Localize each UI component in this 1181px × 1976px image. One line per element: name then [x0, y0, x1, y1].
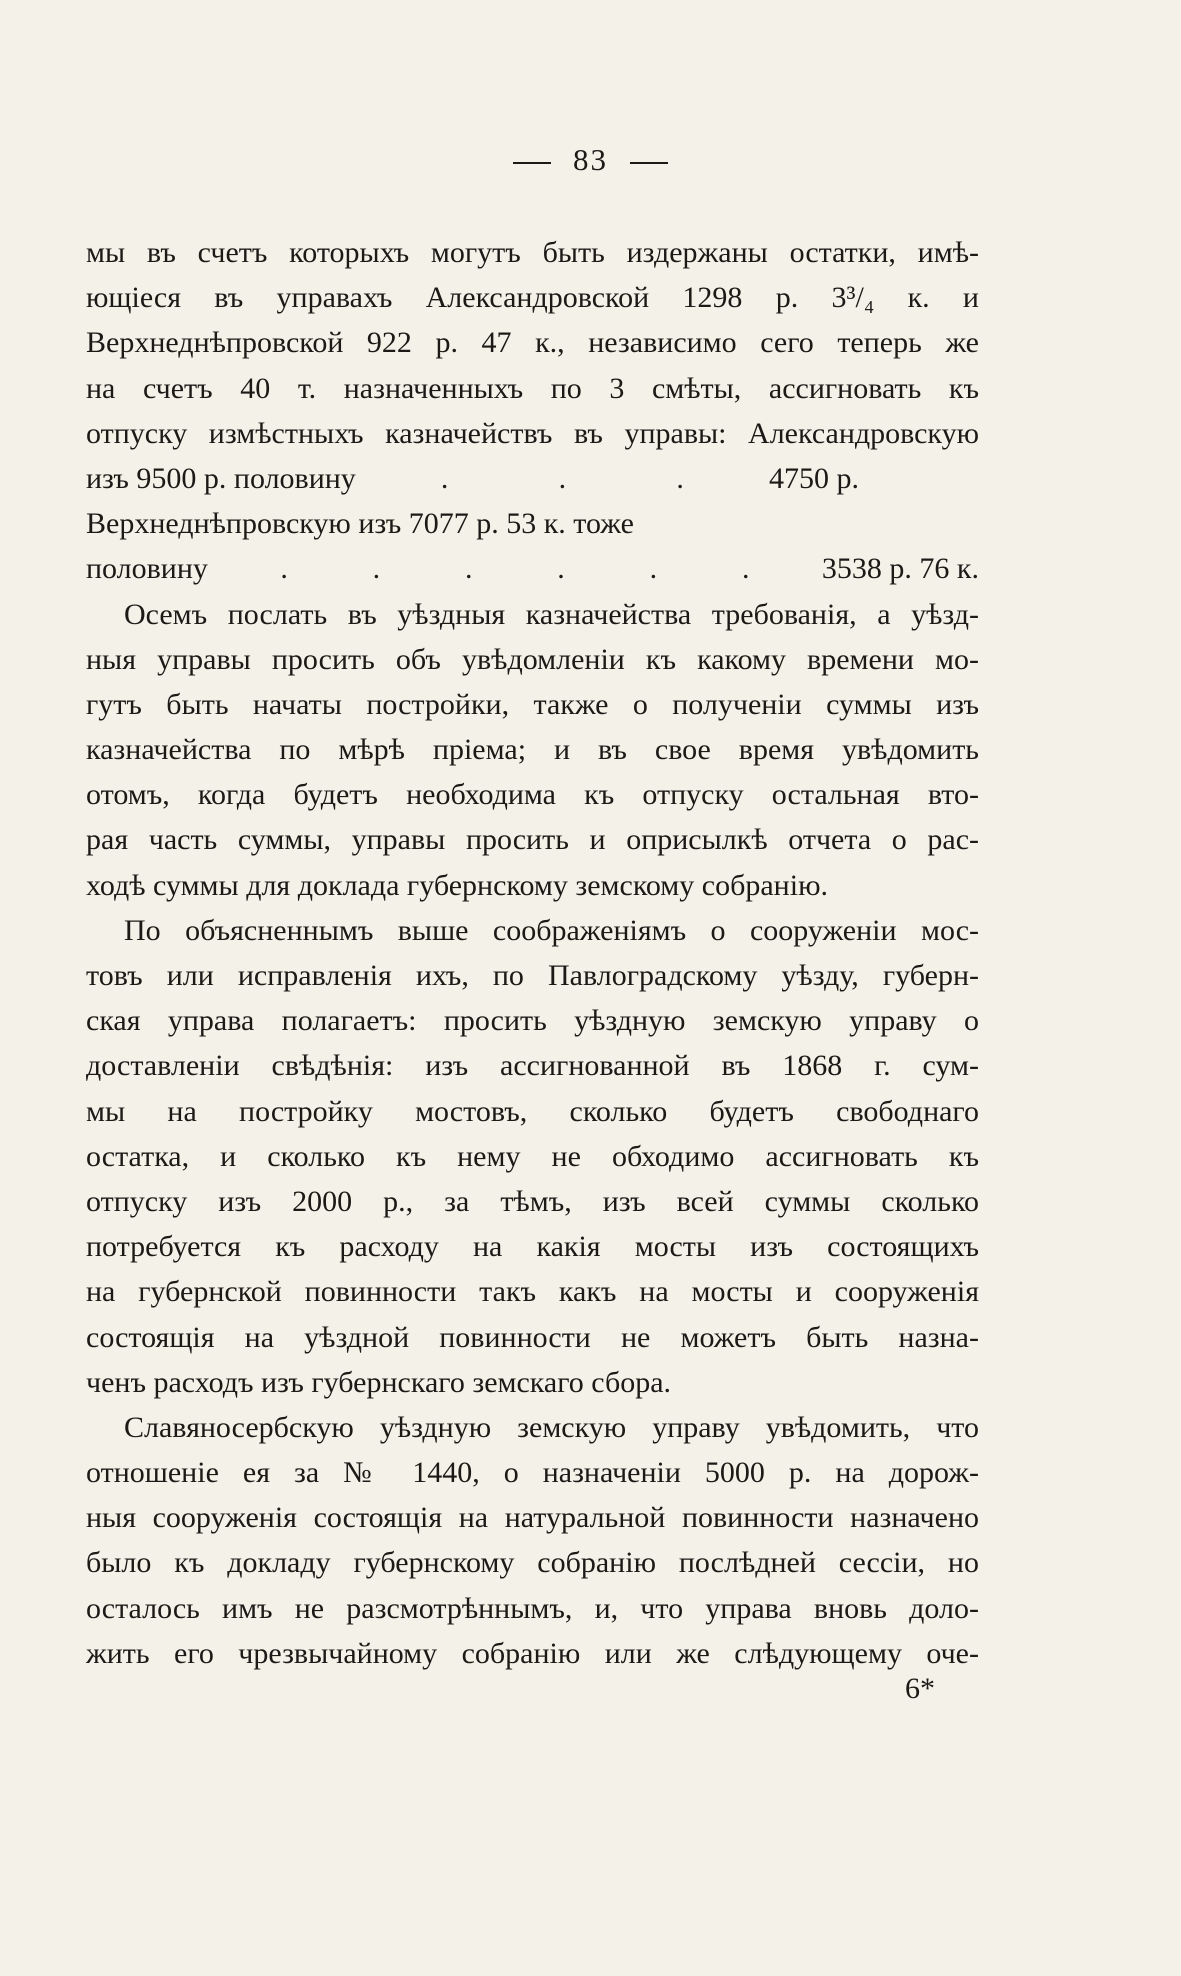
text-line: отомъ, когда будетъ необходима къ отпуску остальная вто-: [86, 778, 979, 812]
text-line: ченъ расходъ изъ губернскаго земскаго сбора.: [86, 1365, 672, 1399]
text-line: потребуется къ расходу на какія мосты изъ состоящихъ: [86, 1230, 979, 1264]
text-line: Верхнеднѣпровской 922 р. 47 к., независимо сего теперь же: [86, 326, 979, 360]
text-line: осталось имъ не разсмотрѣннымъ, и, что управа вновь доло-: [86, 1591, 979, 1625]
amount-row: [86, 546, 979, 591]
text-line: ходѣ суммы для доклада губернскому земскому собранію.: [86, 868, 828, 902]
dot-leader: . . .: [440, 461, 684, 495]
text-line: состоящія на уѣздной повинности не можетъ быть назна-: [86, 1320, 979, 1354]
right-dash: [630, 162, 668, 164]
text-line: Осемъ послать въ уѣздныя казначейства требованія, а уѣзд-: [124, 597, 979, 631]
text-line: отпуску изъ 2000 р., за тѣмъ, изъ всей суммы сколько: [86, 1184, 979, 1218]
amount-row: [86, 456, 979, 501]
text-line: По объясненнымъ выше соображеніямъ о сооруженіи мос-: [124, 913, 979, 947]
dot-leader: . . . . . .: [280, 552, 750, 586]
text-line: товъ или исправленія ихъ, по Павлоградскому уѣзду, губерн-: [86, 959, 979, 992]
text-line: Славяносербскую уѣздную земскую управу увѣдомить, что: [124, 1410, 979, 1444]
text-line: казначейства по мѣрѣ пріема; и въ свое время увѣдомить: [86, 733, 979, 767]
text-line: ская управа полагаетъ: просить уѣздную земскую управу о: [86, 1004, 979, 1038]
text-line: мы въ счетъ которыхъ могутъ быть издержаны остатки, имѣ-: [86, 236, 979, 269]
text-line: Верхнеднѣпровскую изъ 7077 р. 53 к. тоже: [86, 507, 634, 541]
text-line: рая часть суммы, управы просить и оприсылкѣ отчета о рас-: [86, 823, 979, 857]
text-line: доставленіи свѣдѣнія: изъ ассигнованной въ 1868 г. сум-: [86, 1049, 979, 1083]
text-line: ныя управы просить объ увѣдомленіи къ какому времени мо-: [86, 642, 979, 676]
amount-label: изъ 9500 р. половину: [86, 461, 356, 495]
text-line: на счетъ 40 т. назначенныхъ по 3 смѣты, ассигновать къ: [86, 371, 979, 405]
signature-mark: 6*: [905, 1672, 935, 1705]
body-text: [86, 230, 979, 1676]
text-line: жить его чрезвычайному собранію или же слѣдующему оче-: [86, 1636, 979, 1670]
text-line: ныя сооруженія состоящія на натуральной повинности назначено: [86, 1501, 979, 1535]
amount-value: 4750 р.: [769, 461, 859, 495]
amount-value: 3538 р. 76 к.: [821, 552, 979, 586]
text-line: отпуску измѣстныхъ казначействъ въ управы: Александровскую: [86, 416, 979, 450]
text-line: остатка, и сколько къ нему не обходимо ассигновать къ: [86, 1139, 979, 1173]
page-number: 83: [573, 142, 608, 177]
text-line: мы на постройку мостовъ, сколько будетъ свободнаго: [86, 1094, 979, 1128]
text-line: было къ докладу губернскому собранію послѣдней сессіи, но: [86, 1546, 979, 1580]
left-dash: [513, 162, 551, 164]
text-line: ющіеся въ управахъ Александровской 1298 р. 3³/₄ к. и: [86, 281, 979, 315]
amount-label: половину: [86, 552, 208, 586]
page-header: [0, 142, 1181, 178]
text-line: отношеніе ея за № 1440, о назначеніи 5000 р. на дорож-: [86, 1456, 979, 1490]
text-line: на губернской повинности такъ какъ на мосты и сооруженія: [86, 1275, 979, 1309]
text-line: гутъ быть начаты постройки, также о полученіи суммы изъ: [86, 687, 979, 721]
